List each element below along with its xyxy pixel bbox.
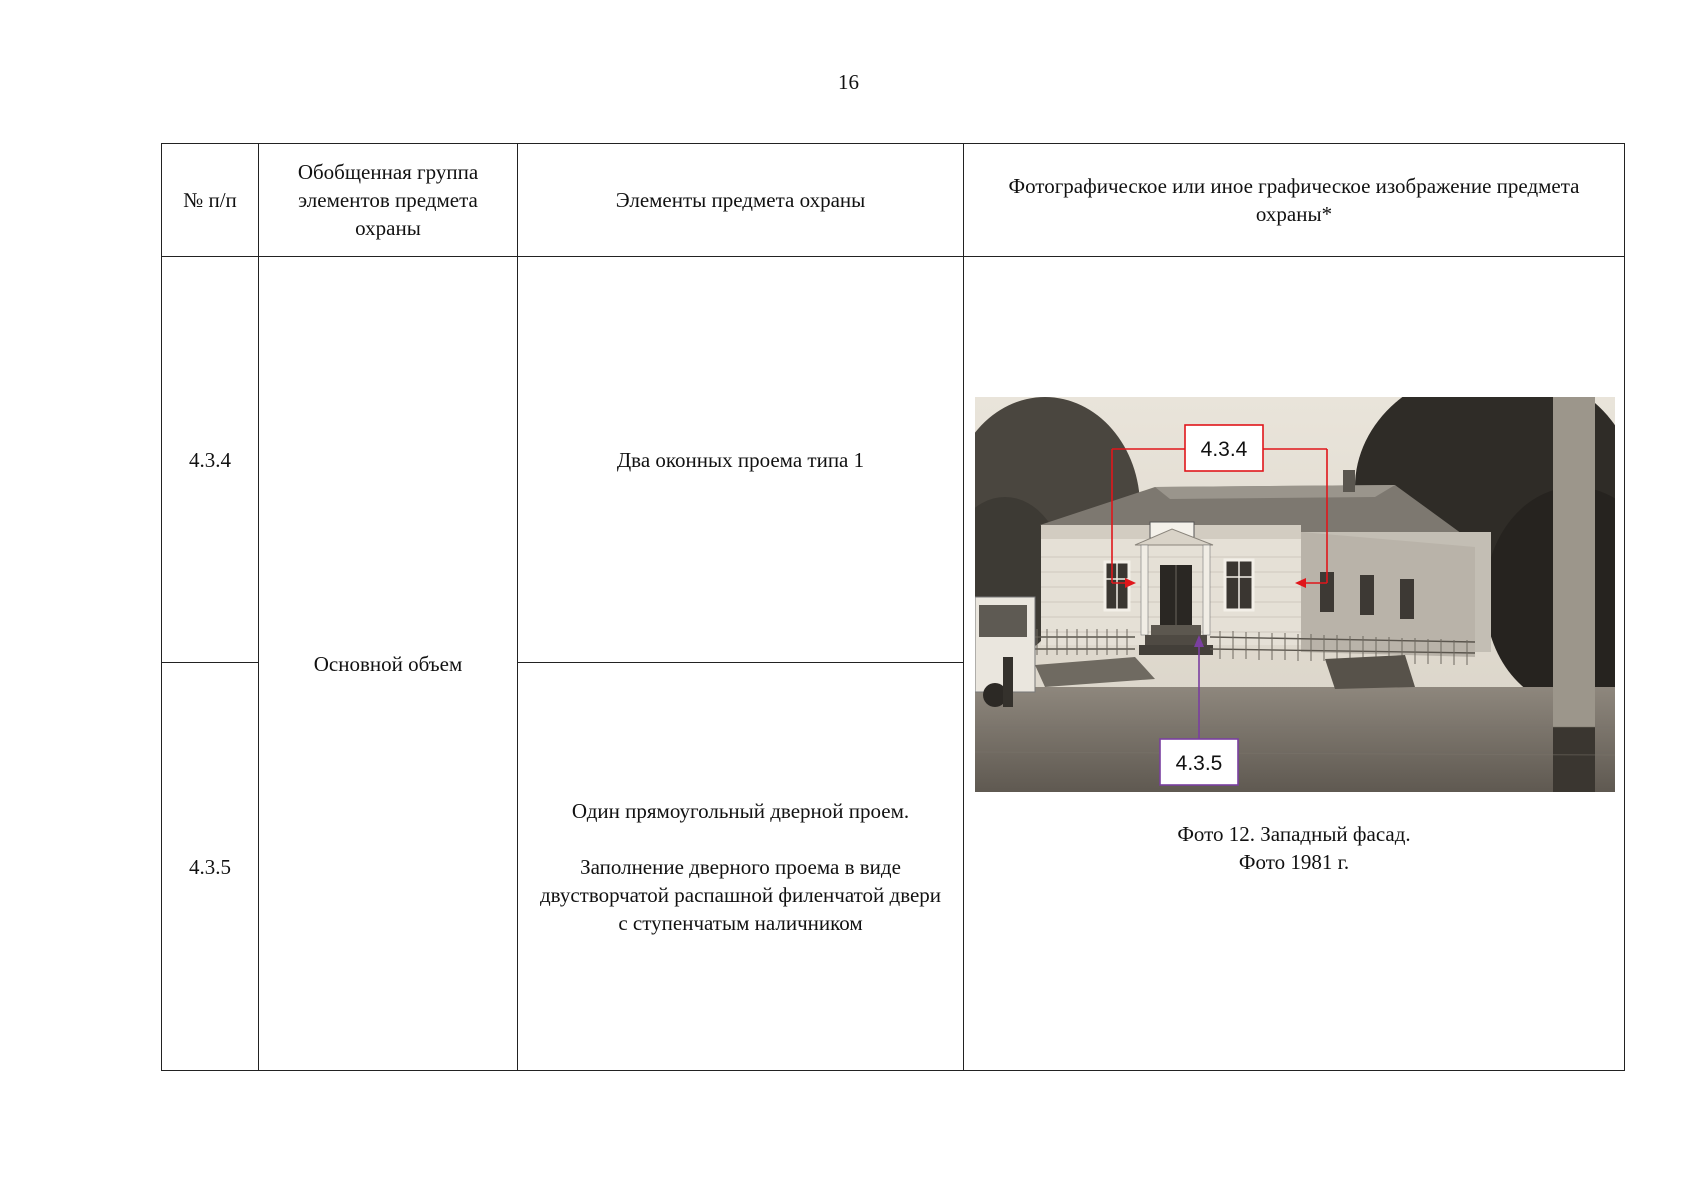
photo-caption — [964, 820, 1624, 876]
row-number: 4.3.5 — [162, 663, 259, 1071]
element-text: Заполнение дверного проема в виде двустворчатой распашной филенчатой двери с ступенчатым наличником — [539, 854, 942, 935]
table-row — [162, 257, 1625, 663]
facade-photo — [975, 397, 1615, 792]
callout-4-3-5-label: 4.3.5 — [1175, 752, 1223, 775]
elements-cell — [518, 663, 964, 1071]
row-number: 4.3.4 — [162, 257, 259, 663]
callout-4-3-4-label: 4.3.4 — [1200, 438, 1248, 461]
header-group: Обобщенная группа элементов предмета охраны — [259, 144, 518, 257]
group-cell: Основной объем — [259, 257, 518, 1071]
header-num: № п/п — [162, 144, 259, 257]
caption-line-1: Фото 12. Западный фасад. — [1177, 822, 1411, 846]
elements-cell — [518, 257, 964, 663]
element-text: Один прямоугольный дверной проем. — [571, 798, 910, 823]
table-header-row — [162, 144, 1625, 257]
page-number: 16 — [838, 70, 859, 94]
header-image: Фотографическое или иное графическое изображение предмета охраны* — [964, 144, 1625, 257]
caption-line-2: Фото 1981 г. — [1238, 850, 1350, 874]
element-text: Два оконных проема типа 1 — [616, 447, 865, 472]
header-elements: Элементы предмета охраны — [518, 144, 964, 257]
protection-table — [161, 143, 1625, 1071]
photo-cell — [964, 257, 1625, 1071]
